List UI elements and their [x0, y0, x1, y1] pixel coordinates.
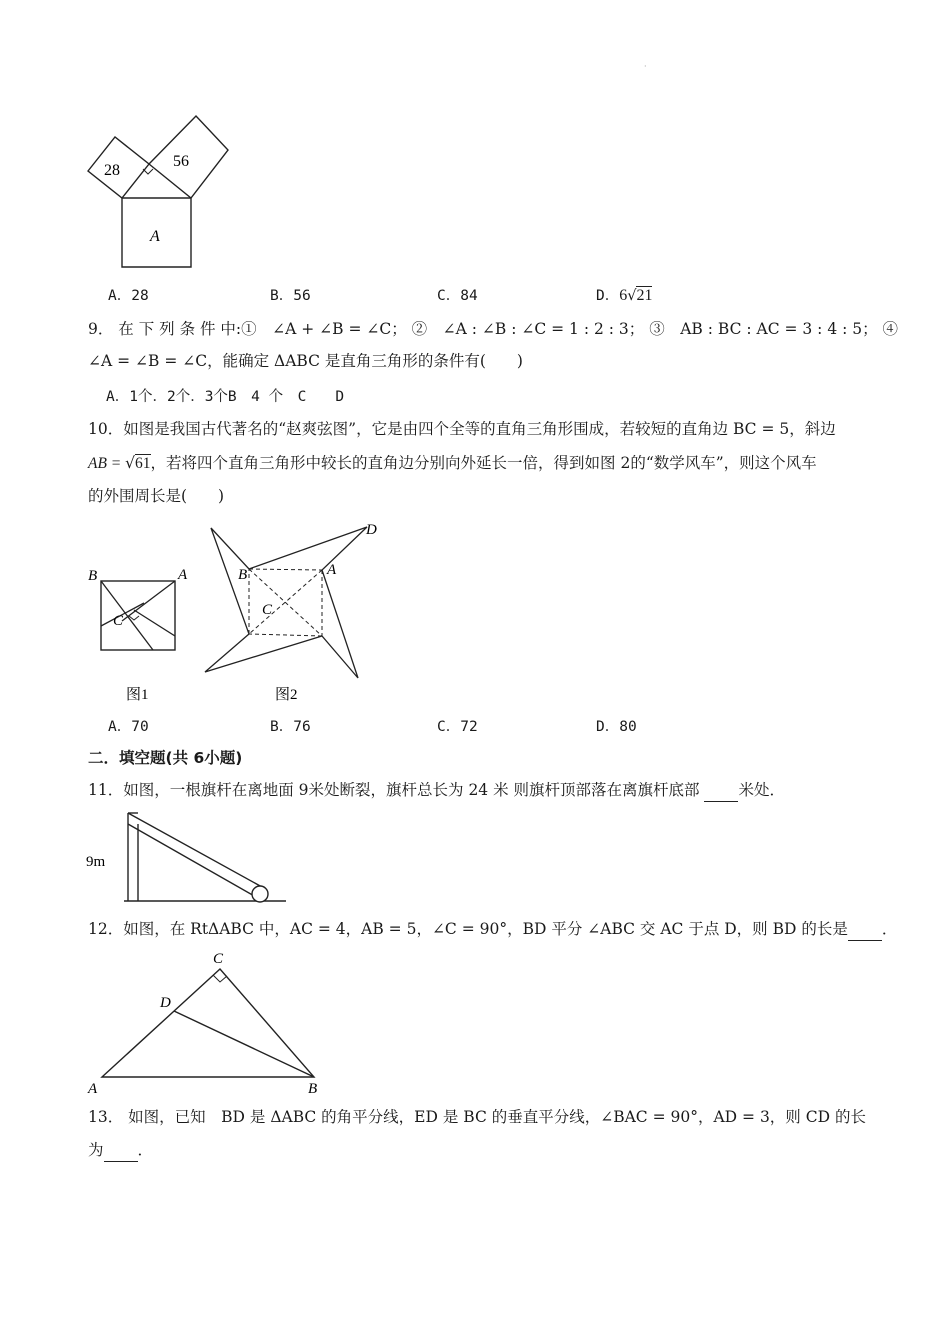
q10-option-d[interactable]: D．80	[596, 719, 637, 735]
q10-figure1	[82, 562, 197, 712]
q10-stem-line3: 的外围周长是( )	[88, 487, 225, 505]
q10-fig2-blade-edge3	[249, 634, 322, 636]
q8-option-d-radicand: 21	[636, 287, 653, 304]
q10-fig1-label-b: B	[88, 568, 98, 584]
q8-label-a: A	[150, 228, 160, 245]
q11-stem	[88, 779, 785, 802]
q10-option-c[interactable]: C．72	[437, 719, 478, 735]
q8-sqrt-sign: √	[627, 288, 637, 304]
q8-option-d-prefix: D．	[596, 288, 620, 304]
q10-fig1-caption: 图1	[126, 687, 149, 703]
q12-stem-text: 12．如图，在 RtΔABC 中，AC = 4，AB = 5，∠C = 90°，BD 平分 ∠ABC 交 AC 于点 D，则 BD 的长是	[88, 920, 848, 938]
q9-stem-line2: ∠A = ∠B = ∠C，能确定 ΔABC 是直角三角形的条件有( )	[88, 352, 523, 370]
q10-option-a[interactable]: A．70	[108, 719, 149, 735]
q8-option-d-coef: 6	[619, 287, 628, 304]
q10-figure2	[200, 518, 390, 712]
q10-option-b[interactable]: B．76	[270, 719, 311, 735]
q11-stem-tail: 米处．	[738, 781, 785, 799]
q13-stem-line2-tail: ．	[137, 1141, 154, 1159]
q12-answer-blank[interactable]	[848, 918, 882, 941]
q10-fig2-blade-edge1	[249, 569, 322, 570]
q10-fig2-label-d: D	[366, 522, 377, 538]
q13-answer-blank[interactable]	[104, 1139, 138, 1162]
q10-sqrt-sign: √	[125, 454, 136, 472]
q11-broken-upper	[128, 813, 262, 887]
q12-stem-tail: ．	[881, 920, 898, 938]
q10-fig1-label-a: A	[178, 567, 188, 583]
q8-option-d[interactable]	[596, 284, 652, 305]
q10-stem-line2-rest: ，若将四个直角三角形中较长的直角边分别向外延长一倍，得到如图 2的“数学风车”，则这个风车	[150, 454, 817, 472]
section-fill-blank-heading: 二．填空题(共 6小题)	[88, 749, 243, 767]
q11-label-9m: 9m	[86, 854, 106, 870]
q11-stem-text: 11．如图，一根旗杆在离地面 9米处断裂，旗杆总长为 24 米 则旗杆顶部落在离旗杆底部	[88, 781, 705, 799]
q13-stem-line2-pre: 为	[88, 1141, 104, 1159]
q12-bisector-bd	[174, 1011, 314, 1077]
q13-stem-line1: 13． 如图，已知 BD 是 ΔABC 的角平分线，ED 是 BC 的垂直平分线，∠BAC = 90°，AD = 3，则 CD 的长	[88, 1108, 866, 1126]
q12-right-angle-mark	[213, 975, 227, 982]
page-speck: ·	[644, 62, 647, 71]
q9-options[interactable]: A．1个．2个．3个B 4 个 C D	[106, 389, 345, 405]
q12-label-c: C	[213, 951, 224, 967]
q10-fig2-caption: 图2	[275, 687, 298, 703]
q12-stem	[88, 918, 897, 941]
q8-squares-figure	[80, 110, 240, 275]
q10-fig1-label-c: C	[113, 613, 124, 629]
q10-fig2-label-a: A	[327, 562, 337, 578]
q12-label-d: D	[160, 995, 171, 1011]
q12-label-a: A	[88, 1081, 98, 1097]
q8-option-b[interactable]: B．56	[270, 288, 311, 304]
q11-flagpole-figure	[84, 808, 294, 908]
q8-option-a[interactable]: A．28	[108, 288, 149, 304]
q12-triangle-figure	[84, 948, 334, 1098]
q12-label-b: B	[308, 1081, 318, 1097]
q8-label-28: 28	[104, 162, 120, 179]
q10-stem-line2	[88, 452, 817, 475]
q10-fig1-line1	[101, 581, 153, 650]
q11-pole-top-ball	[252, 886, 268, 902]
q10-radicand: 61	[135, 455, 151, 472]
q12-triangle-abc	[102, 969, 314, 1077]
q8-option-c[interactable]: C．84	[437, 288, 478, 304]
q10-fig2-label-b: B	[238, 567, 248, 583]
q13-stem-line2	[88, 1139, 153, 1162]
q8-label-56: 56	[173, 153, 189, 170]
q10-ab-eq: AB =	[88, 455, 126, 472]
q10-stem-line1: 10．如图是我国古代著名的“赵爽弦图”，它是由四个全等的直角三角形围成，若较短的直角边 BC = 5，斜边	[88, 420, 836, 438]
q11-broken-lower	[128, 824, 256, 897]
q11-answer-blank[interactable]	[704, 779, 738, 802]
q9-stem-line1: 9． 在 下 列 条 件 中:① ∠A + ∠B = ∠C； ② ∠A : ∠B : ∠C = 1 : 2 : 3； ③ AB : BC : AC = 3 : 4 : 5； ④	[88, 320, 899, 338]
q10-fig2-label-c: C	[262, 602, 273, 618]
q10-fig1-line2	[122, 581, 175, 621]
